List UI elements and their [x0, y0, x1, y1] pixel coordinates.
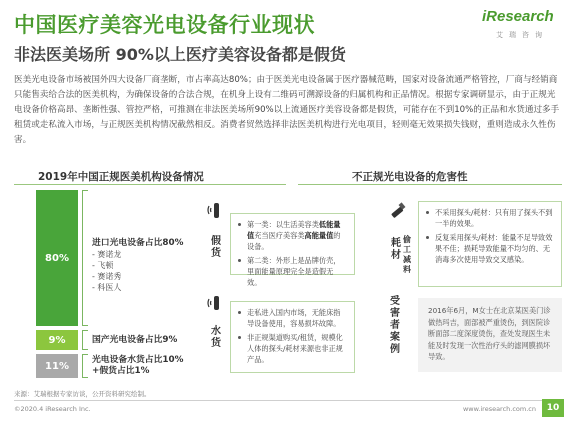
smuggled-goods-card	[230, 301, 355, 373]
source-note: 来源：艾瑞根据专家访谈，公开资料研究绘制。	[14, 390, 151, 398]
copyright-text: ©2020.4 iResearch Inc.	[14, 405, 91, 413]
fake-point-2: 第二类：外形上是品牌仿壳，里面能量原理完全是造假无效。	[238, 255, 347, 288]
bar-import-devices	[36, 190, 78, 326]
import-brand-1: - 赛诺龙	[92, 250, 122, 259]
smuggled-point-1: 走私进入国内市场，无能床指导设备使用，容易损坏故障。	[238, 307, 347, 329]
device-wand-icon	[205, 200, 227, 222]
intro-paragraph: 医美光电设备市场被国外四大设备厂商垄断，市占率高达80%；由于医美光电设备属于医疗器械范畴，国家对设备流通严格管控，厂商与经销商只能售卖给合法的医美机构，为确保设备的合法合规，在机身上设有二维码可溯源设备的归属机构和正品情况。根据专家调研显示，由于正规光电设备价格高昂、垄断性强、管控严格，可推测在非法医美场所90%以上流通医疗美容设备都是假货，可能存在不到10%的正品和水货通过多手租赁或走私流入市场，与正规医美机构情况截然相反。消费者贸然选择非法医美机构进行光电项目，轻则毫无效果损失钱财，重则造成永久性伤害。	[14, 75, 560, 145]
domestic-label-text: 国产光电设备占比9%	[92, 335, 178, 345]
fake-category-label: 假货	[211, 236, 221, 259]
import-bracket	[82, 190, 88, 326]
page-title: 中国医疗美容光电设备行业现状	[14, 13, 315, 37]
smuggled-label	[92, 355, 222, 377]
import-brand-4: - 科医人	[92, 283, 122, 292]
page-subtitle: 非法医美场所 90%以上医疗美容设备都是假货	[14, 45, 346, 64]
consumables-card	[418, 201, 562, 287]
smuggled-label-line2: +假货占比1%	[92, 366, 150, 376]
domestic-label	[92, 335, 212, 346]
victim-case-label: 受害者案例	[390, 296, 400, 355]
consumables-point-2: 反复采用探头/耗材：能量不足导致效果不佳；损耗导致能量不均匀的、无消毒多次使用导致交叉感染。	[426, 232, 554, 265]
iresearch-logo	[482, 8, 556, 44]
consumables-category-label: 耗材	[391, 238, 401, 261]
fake-point-1-bold2: 高能量值	[304, 231, 334, 240]
import-label	[92, 238, 212, 293]
smuggled-point-2: 非正规渠道购买/租赁，规模化人体的探头/耗材来源也非正规产品。	[238, 332, 347, 365]
bar-smuggled-value: 11%	[45, 360, 69, 372]
fake-point-1-post2: 的设备。	[247, 231, 341, 251]
bar-import-value: 80%	[45, 252, 69, 264]
fake-point-1-post: 充当医疗美容类	[254, 231, 305, 240]
right-heading-divider	[298, 184, 562, 185]
smuggled-bracket	[82, 354, 88, 378]
import-label-text: 进口光电设备占比80%	[92, 238, 184, 248]
import-brand-2: - 飞顿	[92, 261, 114, 270]
cut-corners-label: 偷工减料	[403, 235, 411, 274]
bar-domestic-value: 9%	[48, 334, 66, 346]
logo-brand-text: iResearch	[482, 8, 554, 25]
smuggled-category-label: 水货	[211, 326, 221, 349]
fake-goods-card	[230, 213, 355, 287]
left-heading-divider	[14, 184, 286, 185]
fake-point-1	[238, 219, 347, 252]
victim-case-box: 2016年6月，M女士在北京某医美门诊做热玛吉，面部被严重烫伤，到医院诊断面部二度深度烫伤，查处发现医生未能及时发现一次性治疗头的滤网膜损坏导致。	[418, 298, 562, 372]
bar-domestic-devices	[36, 330, 78, 350]
website-text: www.iresearch.com.cn	[462, 405, 536, 413]
domestic-bracket	[82, 330, 88, 350]
fake-point-1-pre: 第一类：以生活美容类	[247, 220, 319, 229]
footer-divider	[14, 400, 562, 401]
smuggled-device-icon	[205, 292, 227, 314]
page-number: 10	[542, 399, 564, 417]
right-section-heading: 不正规光电设备的危害性	[352, 171, 468, 183]
fake-point-1-bold: 低能量值	[247, 220, 341, 240]
smuggled-label-line1: 光电设备水货占比10%	[92, 355, 184, 365]
left-section-heading: 2019年中国正规医美机构设备情况	[38, 171, 204, 183]
bar-smuggled-fake-devices	[36, 354, 78, 378]
import-brand-3: - 赛诺秀	[92, 272, 122, 281]
logo-sub-text: 艾瑞咨询	[496, 31, 548, 39]
probe-tool-icon	[386, 200, 408, 222]
consumables-point-1: 不采用探头/耗材：只有用了探头不到一半的效果。	[426, 207, 554, 229]
